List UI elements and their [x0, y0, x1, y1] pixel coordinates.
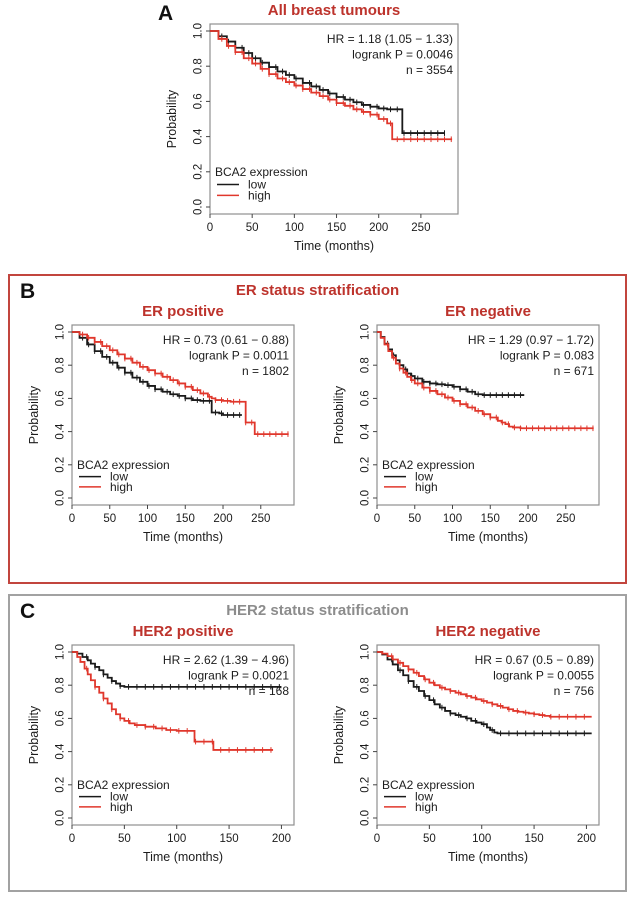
- y-tick-label: 0.4: [54, 743, 67, 760]
- km-curve-low: [210, 31, 445, 133]
- legend-title: BCA2 expression: [382, 457, 475, 472]
- x-tick-label: 200: [576, 833, 597, 845]
- km-chart-her2-positive: [14, 621, 316, 873]
- legend-label-high: high: [415, 479, 438, 494]
- chart-title: HER2 negative: [435, 623, 541, 640]
- x-tick-label: 100: [284, 222, 304, 234]
- legend-label-high: high: [110, 799, 133, 814]
- y-tick-label: 0.8: [359, 677, 372, 694]
- stat-logrank-p: logrank P = 0.0021: [188, 668, 289, 683]
- stat-hr: HR = 1.18 (1.05 − 1.33): [326, 32, 453, 46]
- y-tick-label: 0.4: [192, 128, 205, 145]
- panel-b: [8, 274, 627, 584]
- chart-title: HER2 positive: [132, 623, 234, 640]
- legend-label-low: low: [415, 789, 434, 804]
- y-tick-label: 0.6: [359, 710, 372, 727]
- x-tick-label: 0: [206, 222, 214, 234]
- y-tick-label: 1.0: [54, 324, 67, 340]
- legend-title: BCA2 expression: [382, 777, 475, 792]
- legend-label-high: high: [248, 188, 271, 203]
- x-tick-label: 150: [326, 222, 347, 234]
- panel-c: [8, 594, 627, 892]
- x-tick-label: 100: [442, 513, 463, 525]
- y-tick-label: 0.0: [359, 490, 372, 506]
- y-tick-label: 0.6: [54, 710, 67, 727]
- y-tick-label: 0.8: [54, 357, 67, 374]
- y-tick-label: 0.8: [359, 357, 372, 374]
- y-tick-label: 0.2: [54, 776, 67, 793]
- legend-title: BCA2 expression: [77, 457, 170, 472]
- x-axis-label: Time (months): [447, 530, 529, 544]
- censor-marks-low: [83, 335, 240, 418]
- km-chart-er-positive: [14, 301, 316, 553]
- legend-label-low: low: [110, 469, 129, 484]
- x-axis-label: Time (months): [293, 239, 375, 253]
- x-tick-label: 200: [213, 513, 233, 525]
- x-tick-label: 100: [472, 833, 492, 845]
- chart-title: ER positive: [142, 303, 224, 320]
- y-tick-label: 0.2: [359, 776, 372, 793]
- y-tick-label: 0.4: [359, 743, 372, 760]
- stat-n: n = 168: [248, 684, 289, 698]
- y-tick-label: 1.0: [359, 644, 372, 660]
- x-tick-label: 200: [369, 222, 389, 234]
- x-tick-label: 250: [411, 222, 431, 234]
- y-tick-label: 1.0: [192, 23, 205, 39]
- x-axis-label: Time (months): [142, 530, 224, 544]
- panel-a: [0, 0, 635, 270]
- y-tick-label: 0.2: [192, 163, 205, 180]
- x-tick-label: 50: [103, 513, 117, 525]
- panel-b-label: B: [20, 280, 36, 303]
- panel-c-section-title: HER2 status stratification: [226, 602, 409, 619]
- panel-c-charts-row: [10, 619, 625, 873]
- y-tick-label: 0.6: [54, 390, 67, 407]
- x-tick-label: 200: [271, 833, 292, 845]
- y-tick-label: 0.6: [192, 93, 205, 110]
- stat-logrank-p: logrank P = 0.0011: [189, 348, 289, 363]
- stat-logrank-p: logrank P = 0.0055: [493, 668, 594, 683]
- y-axis-label: Probability: [332, 705, 346, 765]
- panel-c-label: C: [20, 600, 36, 623]
- y-tick-label: 0.8: [192, 58, 205, 75]
- x-tick-label: 100: [137, 513, 158, 525]
- panel-b-section-title: ER status stratification: [235, 282, 400, 299]
- stat-hr: HR = 0.67 (0.5 − 0.89): [474, 653, 594, 667]
- stat-n: n = 671: [553, 364, 594, 378]
- y-axis-label: Probability: [27, 705, 41, 765]
- y-tick-label: 1.0: [54, 644, 67, 660]
- y-tick-label: 0.2: [54, 456, 67, 473]
- stat-n: n = 1802: [241, 364, 289, 378]
- y-tick-label: 0.4: [359, 423, 372, 440]
- panel-a-label: A: [158, 2, 174, 25]
- km-chart-er-negative: [319, 301, 621, 553]
- panel-b-charts-row: [10, 299, 625, 553]
- chart-title: ER negative: [445, 303, 531, 320]
- x-tick-label: 150: [480, 513, 500, 525]
- chart-title: All breast tumours: [267, 2, 401, 19]
- y-tick-label: 0.6: [359, 390, 372, 407]
- stat-hr: HR = 2.62 (1.39 − 4.96): [162, 653, 289, 667]
- x-tick-label: 150: [524, 833, 544, 845]
- legend-title: BCA2 expression: [77, 777, 170, 792]
- x-axis-label: Time (months): [447, 850, 529, 864]
- y-tick-label: 0.0: [54, 490, 67, 506]
- y-tick-label: 1.0: [359, 324, 372, 340]
- x-tick-label: 50: [117, 833, 131, 845]
- x-tick-label: 150: [219, 833, 239, 845]
- x-tick-label: 200: [518, 513, 538, 525]
- legend-title: BCA2 expression: [215, 165, 308, 180]
- legend-label-high: high: [415, 799, 438, 814]
- y-tick-label: 0.0: [192, 199, 205, 215]
- x-tick-label: 50: [408, 513, 422, 525]
- y-tick-label: 0.2: [359, 456, 372, 473]
- x-tick-label: 150: [175, 513, 195, 525]
- y-tick-label: 0.0: [359, 810, 372, 826]
- stat-n: n = 3554: [405, 63, 453, 77]
- x-tick-label: 0: [373, 833, 381, 845]
- x-axis-label: Time (months): [142, 850, 224, 864]
- stat-hr: HR = 0.73 (0.61 − 0.88): [162, 333, 289, 347]
- y-tick-label: 0.4: [54, 423, 67, 440]
- x-tick-label: 250: [556, 513, 576, 525]
- y-tick-label: 0.8: [54, 677, 67, 694]
- censor-marks-high: [83, 332, 288, 437]
- x-tick-label: 250: [251, 513, 271, 525]
- km-chart-all-breast-tumours: [148, 0, 480, 262]
- x-tick-label: 0: [373, 513, 381, 525]
- stat-logrank-p: logrank P = 0.083: [499, 348, 594, 363]
- x-tick-label: 0: [68, 513, 76, 525]
- legend-label-low: low: [415, 469, 434, 484]
- y-tick-label: 0.0: [54, 810, 67, 826]
- legend-label-high: high: [110, 479, 133, 494]
- y-axis-label: Probability: [165, 89, 179, 149]
- x-tick-label: 0: [68, 833, 76, 845]
- stat-hr: HR = 1.29 (0.97 − 1.72): [467, 333, 594, 347]
- legend-label-low: low: [110, 789, 129, 804]
- y-axis-label: Probability: [27, 385, 41, 445]
- stat-logrank-p: logrank P = 0.0046: [352, 47, 453, 62]
- x-tick-label: 50: [422, 833, 436, 845]
- x-tick-label: 100: [167, 833, 187, 845]
- legend-label-low: low: [248, 177, 267, 192]
- km-chart-her2-negative: [319, 621, 621, 873]
- y-axis-label: Probability: [332, 385, 346, 445]
- km-curve-high: [72, 332, 289, 434]
- stat-n: n = 756: [553, 684, 594, 698]
- x-tick-label: 50: [245, 222, 259, 234]
